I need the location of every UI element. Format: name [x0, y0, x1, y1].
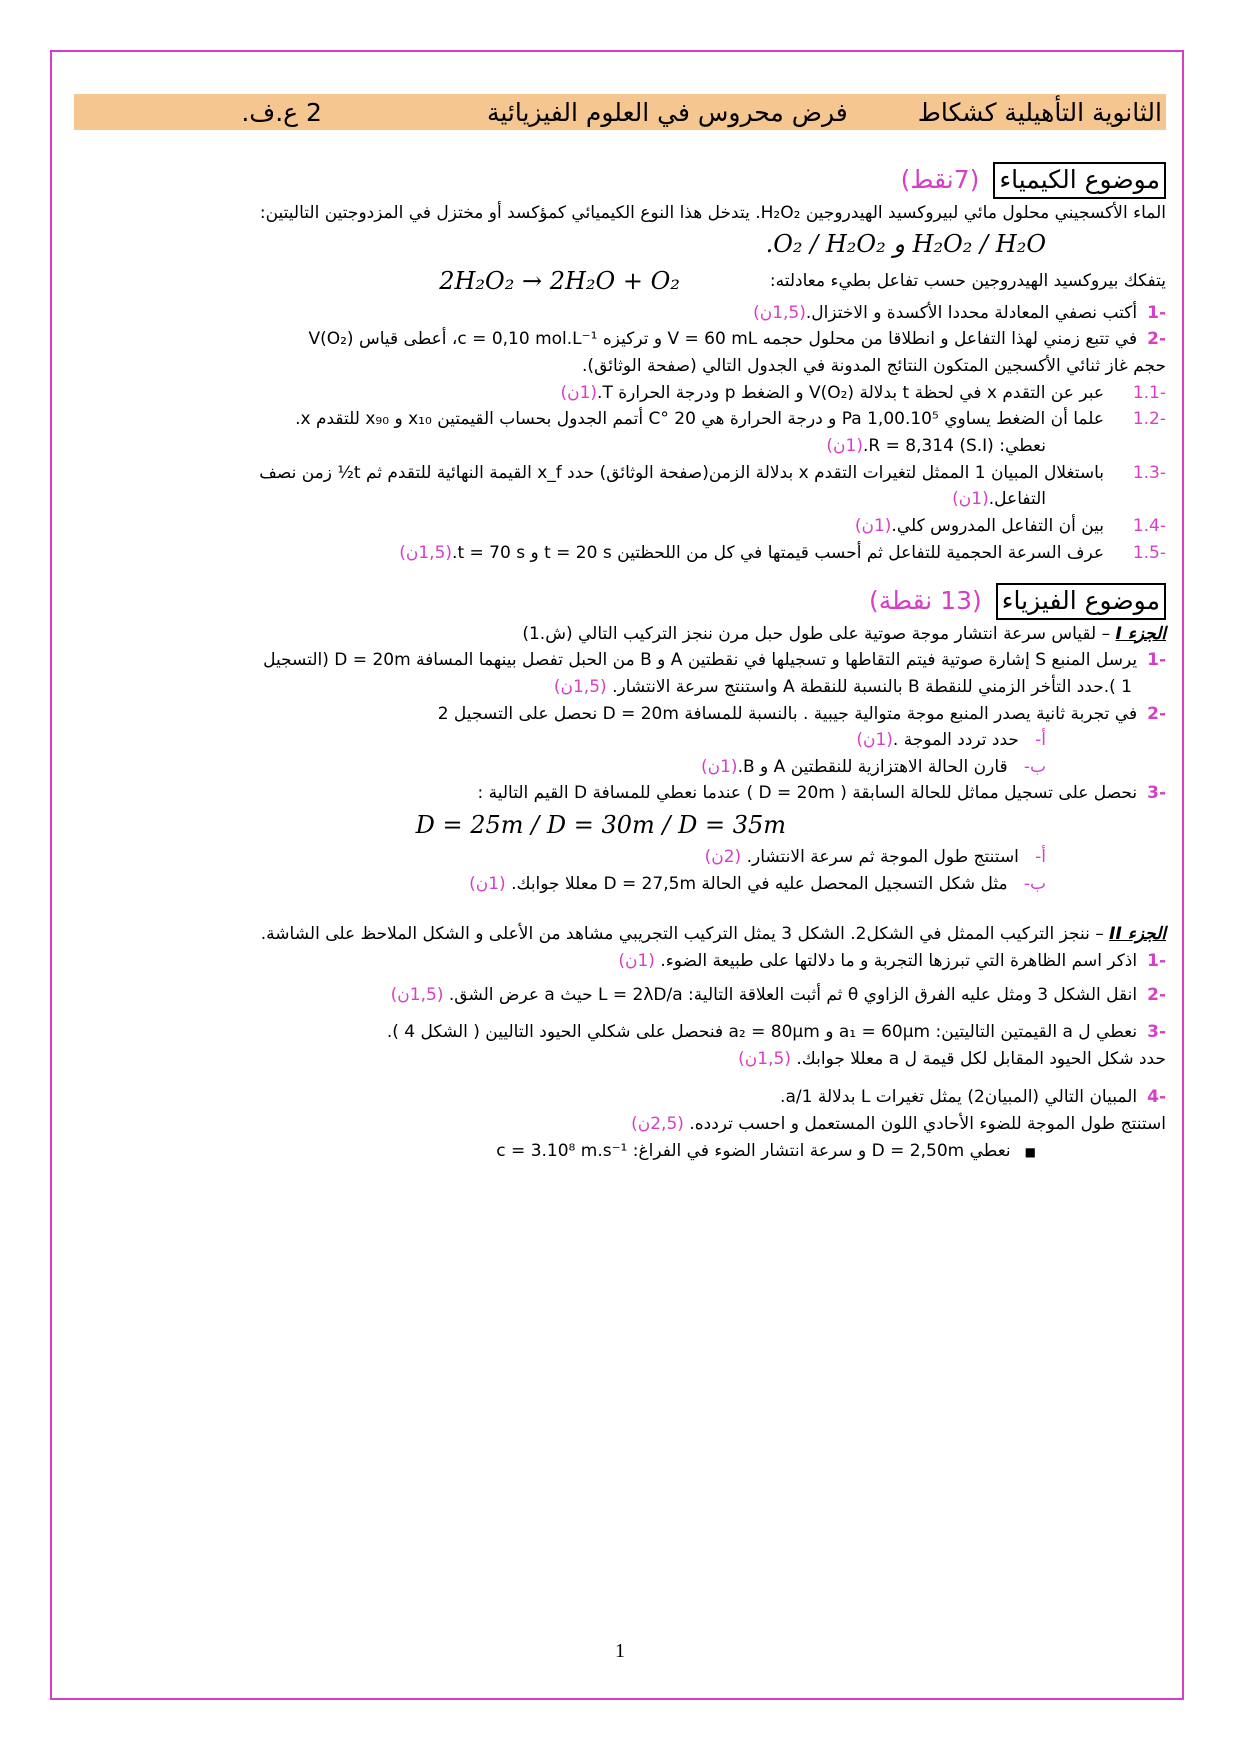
bullet-icon: ■ [1024, 1144, 1036, 1159]
phys-part1: الجزء I – لقياس سرعة انتشار موجة صوتية على طول حبل مرن ننجز التركيب التالي (ش.1) [522, 623, 1166, 644]
phys-p2q3-cont: حدد شكل الحيود المقابل لكل قيمة ل a معللا جوابك. (1,5ن) [738, 1048, 1166, 1069]
phys-p1q1-cont: 1 ).حدد التأخر الزمني للنقطة B بالنسبة للنقطة A واستنتج سرعة الانتشار. (1,5ن) [553, 676, 1132, 697]
phys-p1q2b: ب- قارن الحالة الاهتزازية للنقطتين A و B.(1ن) [700, 756, 1046, 777]
physics-points: (13 نقطة) [869, 586, 982, 616]
chemistry-points: (7نقط) [900, 165, 980, 195]
exam-title: فرض محروس في العلوم الفيزيائية [486, 97, 848, 127]
phys-p1q3: -3نحصل على تسجيل مماثل للحالة السابقة ( D = 20m ) عندما نعطي للمسافة D القيم التالية : [477, 783, 1166, 804]
phys-p2q3: -3نعطي ل a القيمتين التاليتين: a₁ = 60µm و a₂ = 80µm فنحصل على شكلي الحيود التاليين ( الشكل 4 ). [386, 1022, 1166, 1043]
chem-q22-given: نعطي: R = 8,314 (S.I).(1ن) [826, 435, 1046, 456]
chem-q2-cont: حجم غاز ثنائي الأكسجين المتكون النتائج المدونة في الجدول التالي (صفحة الوثائق). [582, 356, 1166, 377]
chem-q21: -1.1عبر عن التقدم x في لحظة t بدلالة V(O₂) و الضغط p ودرجة الحرارة T.(1ن) [560, 382, 1166, 403]
phys-p1q2: -2في تجربة ثانية يصدر المنبع موجة متوالية جيبية . بالنسبة للمسافة D = 20m نحصل على التسجيل 2 [437, 703, 1166, 724]
chem-q23-cont: التفاعل.(1ن) [952, 489, 1046, 510]
exam-header [74, 94, 1166, 130]
phys-part2: الجزء II – ننجز التركيب الممثل في الشكل2. الشكل 3 يمثل التركيب التجريبي مشاهد من الأعلى و الشكل الملاحظ على الشاشة. [260, 924, 1166, 945]
class-level: 2 ع.ف. [241, 97, 322, 127]
physics-title: موضوع الفيزياء [996, 583, 1166, 620]
phys-p1q3a: أ- استنتج طول الموجة ثم سرعة الانتشار. (2ن) [704, 846, 1046, 867]
chem-q23: -1.3باستغلال المبيان 1 الممثل لتغيرات التقدم x بدلالة الزمن(صفحة الوثائق) حدد x_f القيمة النهائية للتقدم ثم t½ زمن نصف [259, 462, 1166, 483]
chem-equation: 2H₂O₂ → 2H₂O + O₂ [439, 266, 680, 295]
chem-q2: -2في تتبع زمني لهذا التفاعل و انطلاقا من محلول حجمه V = 60 mL و تركيزه c = 0,10 mol.L⁻¹، أعطى قياس V(O₂) [308, 329, 1166, 350]
document-body [74, 158, 1166, 1165]
phys-p2q1: -1اذكر اسم الظاهرة التي تبرزها التجربة و ما دلالتها على طبيعة الضوء. (1ن) [618, 950, 1166, 971]
chem-couples: .O₂ / H₂O₂ و H₂O₂ / H₂O [765, 230, 1046, 259]
phys-p1q2a: أ- حدد تردد الموجة .(1ن) [856, 730, 1046, 751]
chemistry-title: موضوع الكيمياء [993, 162, 1166, 199]
chem-intro-2: يتفكك بيروكسيد الهيدروجين حسب تفاعل بطيء معادلته: [769, 271, 1166, 292]
chem-q1: -1أكتب نصفي المعادلة محددا الأكسدة و الاختزال.(1,5ن) [753, 302, 1166, 323]
chem-q25: -1.5عرف السرعة الحجمية للتفاعل ثم أحسب قيمتها في كل من اللحظتين t = 20 s و t = 70 s.(1,5ن) [399, 542, 1166, 563]
phys-given: ■نعطي D = 2,50m و سرعة انتشار الضوء في الفراغ: c = 3.10⁸ m.s⁻¹ [496, 1140, 1036, 1161]
chemistry-heading [74, 162, 1166, 199]
phys-p2q4-cont: استنتج طول الموجة للضوء الأحادي اللون المستعمل و احسب تردده. (2,5ن) [631, 1114, 1166, 1135]
phys-p1q1: -1يرسل المنبع S إشارة صوتية فيتم التقاطها و تسجيلها في نقطتين A و B من الحبل تفصل بينهما المسافة D = 20m (التسجيل [263, 650, 1166, 671]
phys-p1q3-values: D = 25m / D = 30m / D = 35m [415, 811, 786, 840]
physics-heading [74, 583, 1166, 620]
chem-q22: -1.2علما أن الضغط يساوي 1,00.10⁵ Pa و درجة الحرارة هي 20 °C أتمم الجدول بحساب القيمتين x₁₀ و x₉₀ للتقدم x. [295, 409, 1166, 430]
chem-q24: -1.4بين أن التفاعل المدروس كلي.(1ن) [854, 515, 1166, 536]
chem-intro: الماء الأكسجيني محلول مائي لبيروكسيد الهيدروجين H₂O₂. يتدخل هذا النوع الكيميائي كمؤكسد أو مختزل في المزدوجتين التاليتين: [259, 202, 1166, 223]
phys-p2q4: -4المبيان التالي (المبيان2) يمثل تغيرات L بدلالة 1/a. [780, 1087, 1166, 1108]
page-number: 1 [615, 1640, 625, 1662]
phys-p1q3b: ب- مثل شكل التسجيل المحصل عليه في الحالة D = 27,5m معللا جوابك. (1ن) [469, 873, 1046, 894]
chem-equation-line [74, 264, 1166, 299]
school-name: الثانوية التأهيلية كشكاط [917, 97, 1162, 127]
phys-p2q2: -2انقل الشكل 3 ومثل عليه الفرق الزاوي θ ثم أثبت العلاقة التالية: L = 2λD/a حيث a عرض الشق. (1,5ن) [390, 985, 1166, 1006]
